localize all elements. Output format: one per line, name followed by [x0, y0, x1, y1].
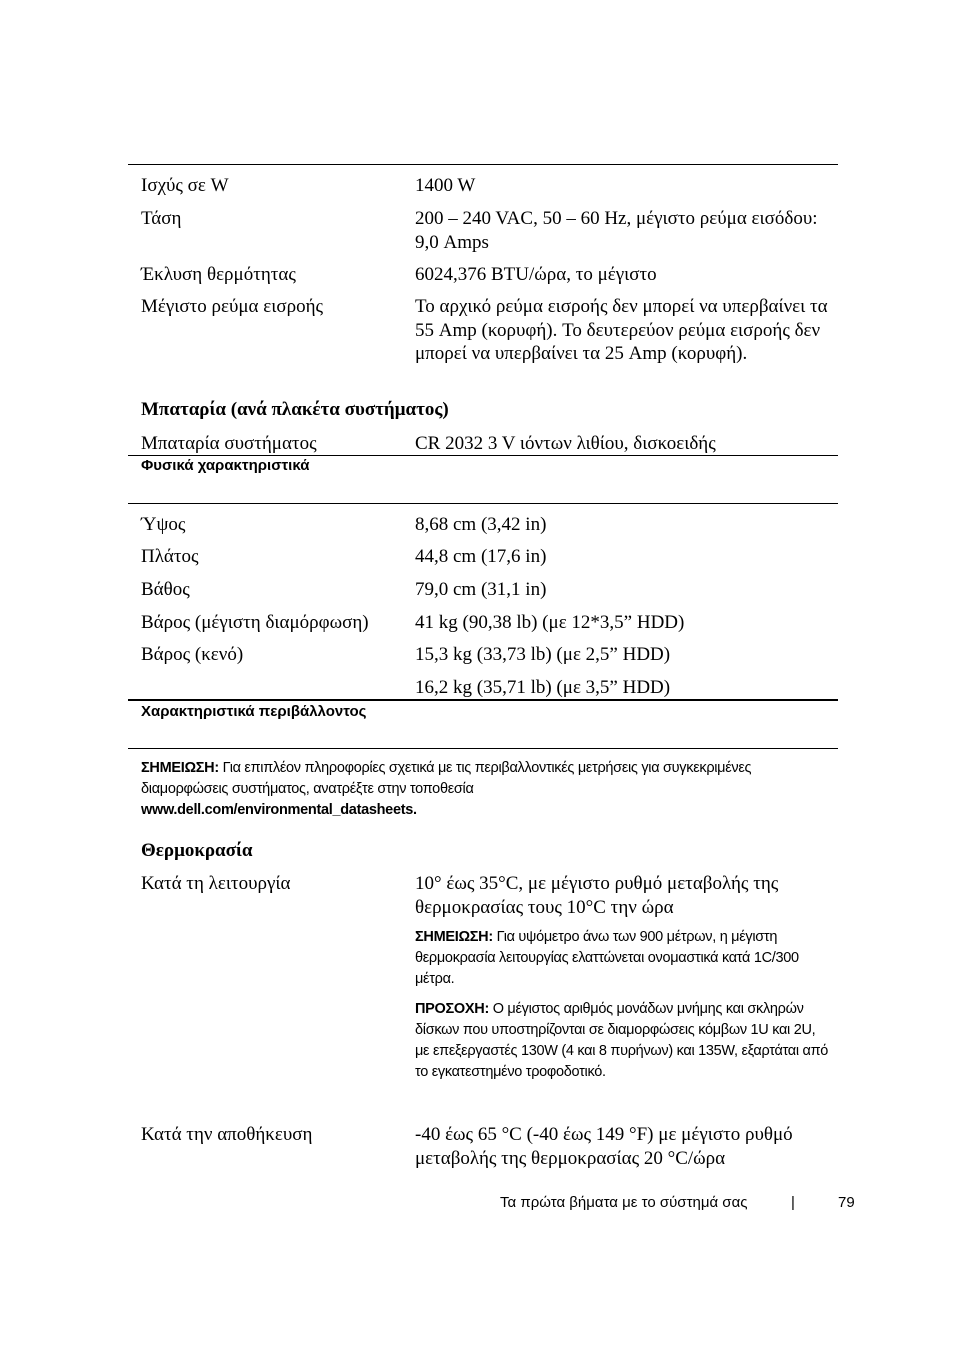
spec-label: Βάρος (μέγιστη διαμόρφωση)	[141, 612, 369, 633]
page-number: 79	[838, 1194, 855, 1211]
spec-label: Μπαταρία συστήματος	[141, 433, 317, 454]
spec-value: 15,3 kg (33,73 lb) (με 2,5” HDD)	[415, 644, 671, 665]
note-text: Για επιπλέον πληροφορίες σχετικά με τις περιβαλλοντικές μετρήσεις για συγκεκριμένες διαμορφώσεις συστήματος, ανατρέξτε στην τοποθεσία	[141, 760, 752, 797]
spec-label: Ύψος	[141, 514, 186, 535]
spec-value: 8,68 cm (3,42 in)	[415, 514, 547, 535]
note-label: ΣΗΜΕΙΩΣΗ:	[141, 760, 219, 776]
spec-value: 1400 W	[415, 175, 476, 196]
spec-label: Κατά τη λειτουργία	[141, 873, 291, 894]
caution-text: Ο μέγιστος αριθμός μονάδων μνήμης και σκληρών δίσκων που υποστηρίζονται σε διαμορφώσεις κόμβων 1U και 2U, με επεξεργαστές 130W (4 και 8 πυρήνων) και 135W, εξαρτάται από το εγκατεστημένο τροφοδοτικό.	[415, 1001, 829, 1080]
note-label: ΣΗΜΕΙΩΣΗ:	[415, 929, 493, 945]
spec-value: -40 έως 65 °C (-40 έως 149 °F) με μέγιστο ρυθμό μεταβολής της θερμοκρασίας 20 °C/ώρα	[415, 1124, 793, 1169]
spec-value: 16,2 kg (35,71 lb) (με 3,5” HDD)	[415, 677, 671, 698]
battery-heading: Μπαταρία (ανά πλακέτα συστήματος)	[141, 399, 449, 420]
spec-value: 79,0 cm (31,1 in)	[415, 579, 547, 600]
section-rule	[128, 748, 838, 749]
spec-value: 10° έως 35°C, με μέγιστο ρυθμό μεταβολής της θερμοκρασίας τους 10°C την ώρα	[415, 873, 779, 918]
temperature-heading: Θερμοκρασία	[141, 840, 253, 861]
spec-value: Το αρχικό ρεύμα εισροής δεν μπορεί να υπερβαίνει τα 55 Amp (κορυφή). Το δευτερεύον ρεύμα εισροής δεν μπορεί να υπερβαίνει τα 25 Amp (κορυφή).	[415, 296, 828, 364]
spec-value: CR 2032 3 V ιόντων λιθίου, δισκοειδής	[415, 433, 716, 454]
spec-label: Μέγιστο ρεύμα εισροής	[141, 296, 324, 317]
note-link[interactable]: www.dell.com/environmental_datasheets.	[141, 802, 417, 818]
spec-label: Τάση	[141, 208, 182, 229]
spec-label: Βάρος (κενό)	[141, 644, 244, 665]
section-rule	[128, 503, 838, 504]
note-text: Για υψόμετρο άνω των 900 μέτρων, η μέγιστη θερμοκρασία λειτουργίας ελαττώνεται ονομαστικά κατά 1C/300 μέτρα.	[415, 929, 799, 987]
operating-note	[415, 927, 833, 990]
caution-note	[415, 999, 833, 1083]
spec-value: 200 – 240 VAC, 50 – 60 Hz, μέγιστο ρεύμα εισόδου: 9,0 Amps	[415, 208, 818, 253]
environment-note	[141, 758, 781, 821]
spec-value: 41 kg (90,38 lb) (με 12*3,5” HDD)	[415, 612, 685, 633]
caution-label: ΠΡΟΣΟΧΗ:	[415, 1001, 489, 1017]
section-rule	[128, 699, 838, 701]
footer-title: Τα πρώτα βήματα με το σύστημά σας	[500, 1194, 748, 1211]
spec-label: Έκλυση θερμότητας	[141, 264, 296, 285]
spec-value: 44,8 cm (17,6 in)	[415, 546, 547, 567]
footer-separator: |	[791, 1194, 795, 1211]
spec-label: Πλάτος	[141, 546, 199, 567]
spec-label: Κατά την αποθήκευση	[141, 1124, 313, 1145]
physical-heading: Φυσικά χαρακτηριστικά	[141, 457, 310, 474]
spec-label: Ισχύς σε W	[141, 175, 229, 196]
spec-label: Βάθος	[141, 579, 190, 600]
section-rule	[128, 455, 838, 456]
environment-heading: Χαρακτηριστικά περιβάλλοντος	[141, 703, 367, 720]
top-rule	[128, 164, 838, 165]
spec-value: 6024,376 BTU/ώρα, το μέγιστο	[415, 264, 657, 285]
